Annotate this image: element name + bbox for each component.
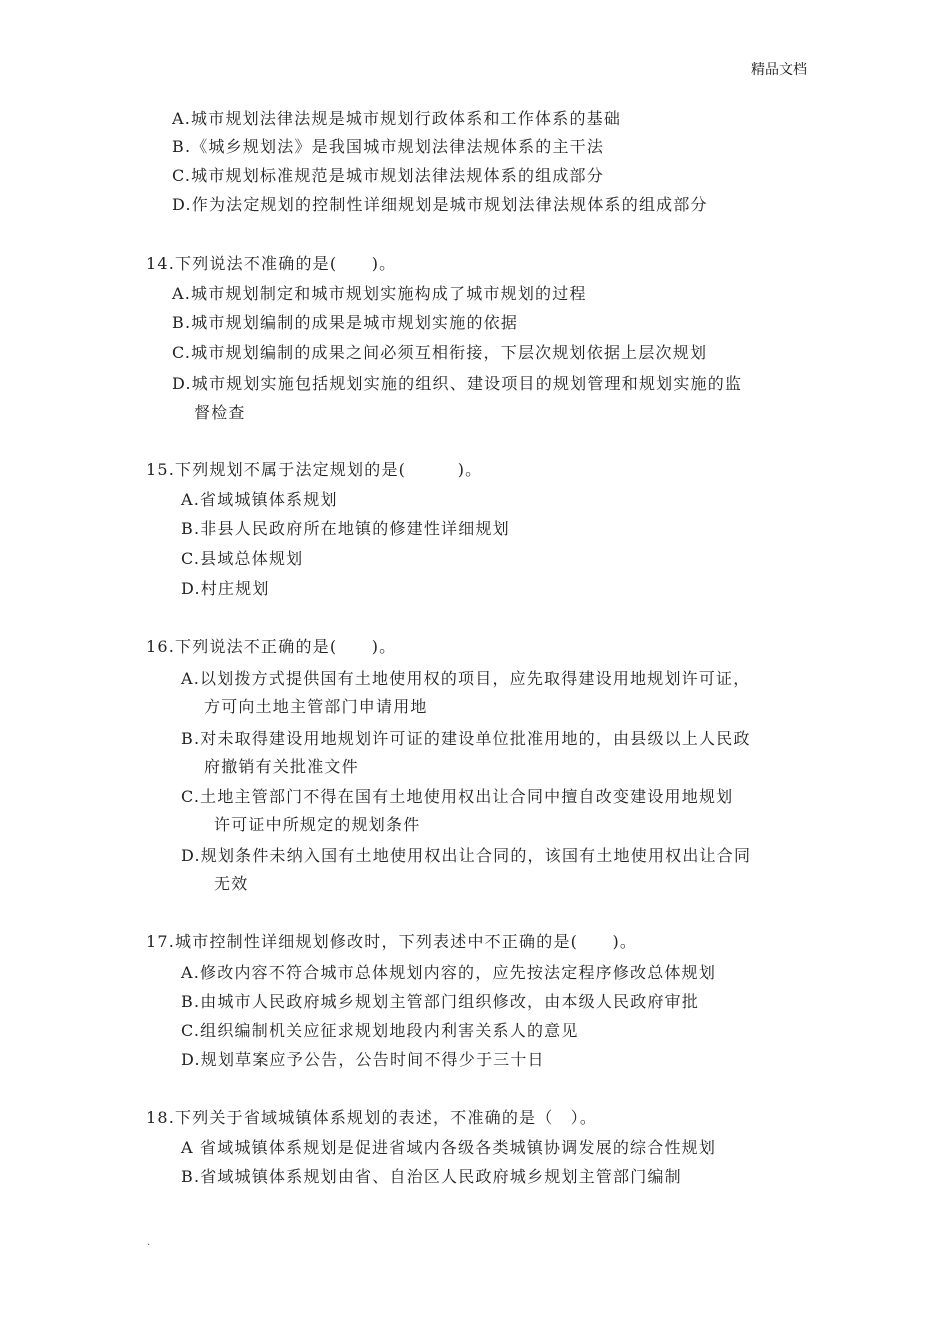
- q16-option-d: D.规划条件未纳入国有土地使用权出让合同的，该国有土地使用权出让合同: [181, 846, 752, 865]
- q16-option-b-cont: 府撤销有关批准文件: [204, 757, 359, 776]
- q15-stem: 15.下列规划不属于法定规划的是( )。: [146, 460, 483, 479]
- q17-option-b: B.由城市人民政府城乡规划主管部门组织修改，由本级人民政府审批: [181, 992, 700, 1011]
- q14-option-b: B.城市规划编制的成果是城市规划实施的依据: [172, 313, 519, 332]
- q14-option-c: C.城市规划编制的成果之间必须互相衔接，下层次规划依据上层次规划: [172, 343, 708, 362]
- q18-stem: 18.下列关于省域城镇体系规划的表述，不准确的是（ ）。: [146, 1108, 598, 1127]
- q14-option-d: D.城市规划实施包括规划实施的组织、建设项目的规划管理和规划实施的监: [172, 374, 743, 393]
- q16-option-c-cont: 许可证中所规定的规划条件: [214, 815, 421, 834]
- q16-option-c: C.土地主管部门不得在国有土地使用权出让合同中擅自改变建设用地规划: [181, 787, 734, 806]
- q17-option-d: D.规划草案应予公告，公告时间不得少于三十日: [181, 1050, 545, 1069]
- q17-option-a: A.修改内容不符合城市总体规划内容的，应先按法定程序修改总体规划: [181, 963, 717, 982]
- q16-stem: 16.下列说法不正确的是( )。: [146, 637, 397, 656]
- q14-option-a: A.城市规划制定和城市规划实施构成了城市规划的过程: [172, 284, 587, 303]
- q14-stem: 14.下列说法不准确的是( )。: [146, 254, 397, 273]
- q18-option-b: B.省域城镇体系规划由省、自治区人民政府城乡规划主管部门编制: [181, 1167, 682, 1186]
- footer-mark: .: [147, 1237, 151, 1248]
- header-label: 精品文档: [751, 62, 807, 78]
- q16-option-a: A.以划拨方式提供国有土地使用权的项目，应先取得建设用地规划许可证，: [181, 669, 751, 688]
- q13-option-b: B.《城乡规划法》是我国城市规划法律法规体系的主干法: [172, 137, 605, 156]
- q15-option-d: D.村庄规划: [181, 579, 270, 598]
- q17-option-c: C.组织编制机关应征求规划地段内利害关系人的意见: [181, 1021, 579, 1040]
- q14-option-d-cont: 督检查: [194, 403, 246, 422]
- q17-stem: 17.城市控制性详细规划修改时，下列表述中不正确的是( )。: [146, 932, 638, 951]
- q18-option-a: A 省域城镇体系规划是促进省域内各级各类城镇协调发展的综合性规划: [181, 1138, 717, 1157]
- q13-option-a: A.城市规划法律法规是城市规划行政体系和工作体系的基础: [172, 109, 622, 128]
- q13-option-c: C.城市规划标准规范是城市规划法律法规体系的组成部分: [172, 166, 604, 185]
- q16-option-d-cont: 无效: [214, 874, 249, 893]
- q13-option-d: D.作为法定规划的控制性详细规划是城市规划法律法规体系的组成部分: [172, 195, 708, 214]
- q15-option-c: C.县域总体规划: [181, 549, 304, 568]
- q16-option-a-cont: 方可向土地主管部门申请用地: [204, 697, 428, 716]
- q15-option-b: B.非县人民政府所在地镇的修建性详细规划: [181, 519, 510, 538]
- q16-option-b: B.对未取得建设用地规划许可证的建设单位批准用地的，由县级以上人民政: [181, 729, 751, 748]
- q15-option-a: A.省域城镇体系规划: [181, 490, 338, 509]
